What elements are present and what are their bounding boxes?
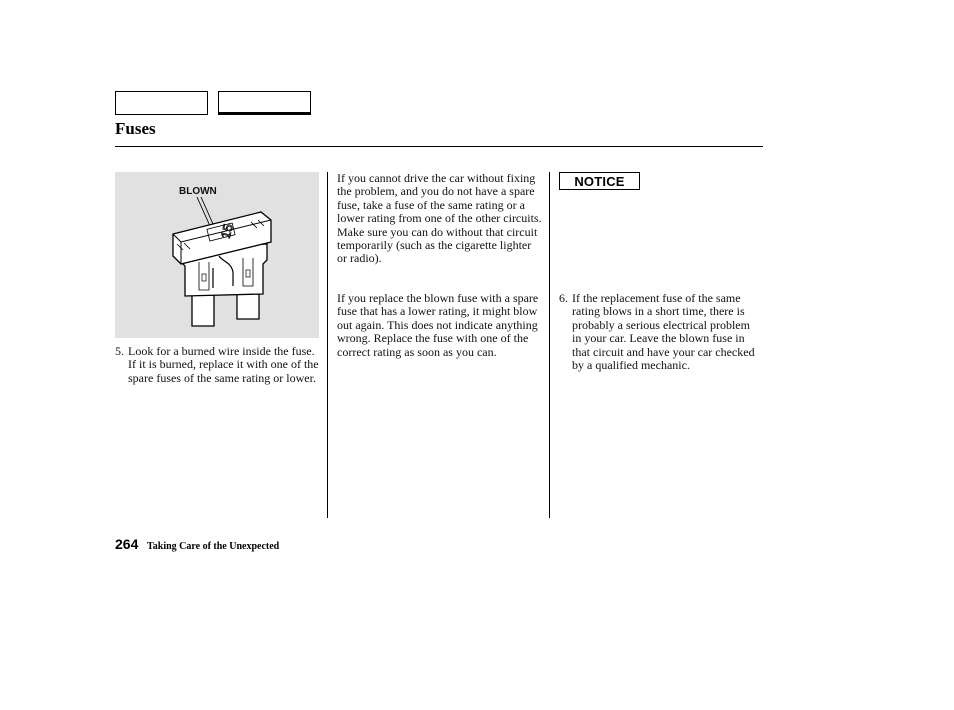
- step-5-number: 5.: [115, 344, 124, 358]
- title-rule: [115, 146, 763, 147]
- page-number: 264: [115, 536, 139, 552]
- footer-section-label: Taking Care of the Unexpected: [147, 541, 280, 552]
- step-5: [115, 345, 320, 385]
- notice-label: NOTICE: [574, 173, 625, 189]
- step-6: [559, 292, 759, 372]
- column-divider-2: [549, 172, 550, 518]
- column2-paragraph-2: If you replace the blown fuse with a spare fuse that has a lower rating, it might blow out again. This does not indicate anything wrong. Replace the fuse with one of the correct rating as soon as you can.: [337, 291, 539, 359]
- step-5-text: Look for a burned wire inside the fuse. If it is burned, replace it with one of the spare fuses of the same rating or lower.: [128, 344, 319, 385]
- step-6-number: 6.: [559, 291, 568, 305]
- header-tab-1: [115, 91, 208, 115]
- page-title: Fuses: [115, 119, 156, 138]
- fuse-rating-number: 15: [217, 222, 236, 240]
- column-divider-1: [327, 172, 328, 518]
- blown-fuse-illustration: [115, 172, 319, 338]
- notice-box: [559, 172, 640, 190]
- step-6-text: If the replacement fuse of the same rating blows in a short time, there is probably a serious electrical problem in your car. Leave the blown fuse in that circuit and have your car checked by a qualified mechanic.: [572, 291, 755, 373]
- header-tab-2: [218, 91, 311, 115]
- blown-label: BLOWN: [179, 186, 217, 197]
- column2-paragraph-1: If you cannot drive the car without fixing the problem, and you do not have a spare fuse, take a fuse of the same rating or a lower rating from one of the other circuits. Make sure you can do without that circuit temporarily (such as the cigarette lighter or radio).: [337, 171, 542, 266]
- blown-fuse-figure: [115, 172, 319, 338]
